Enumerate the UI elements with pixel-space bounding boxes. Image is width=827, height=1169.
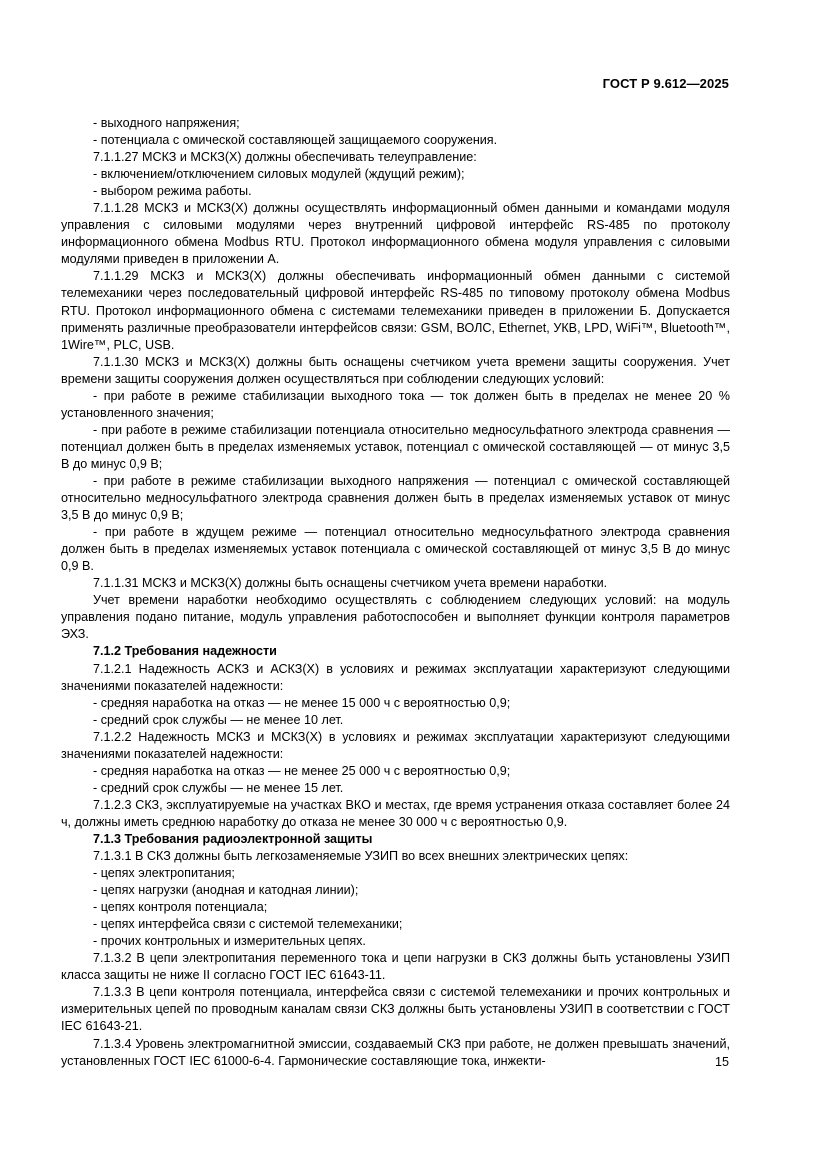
paragraph: - при работе в режиме стабилизации потенциала относительно медносульфатного электрода сравнения — потенциал должен быть в пределах изменяемых уставок, потенциал с омической составляющей — от минус 3,5 В до минус 0,9 В; [61, 422, 730, 471]
list-item: - цепях нагрузки (анодная и катодная линии); [93, 883, 359, 898]
paragraph: 7.1.3.3 В цепи контроля потенциала, интерфейса связи с системой телемеханики и прочих контрольных и измерительных цепей по проводным каналам связи СКЗ должны быть установлены УЗИП в соответствии с ГОСТ IEC 61643-21. [61, 985, 730, 1034]
list-item: - средний срок службы — не менее 10 лет. [93, 712, 344, 727]
paragraph: 7.1.1.28 МСКЗ и МСКЗ(Х) должны осуществлять информационный обмен данными и командами модуля управления с силовыми модулями через внутренний цифровой интерфейс RS-485 по протоколу информационного обмена Modbus RTU. Протокол информационного обмена модуля управления с силовыми модулями приведен в приложении А. [61, 201, 730, 267]
paragraph: 7.1.2.2 Надежность МСКЗ и МСКЗ(Х) в условиях и режимах эксплуатации характеризуют следующими значениями показателей надежности: [61, 729, 730, 761]
paragraph: - при работе в режиме стабилизации выходного напряжения — потенциал с омической составляющей относительно медносульфатного электрода сравнения должен быть в пределах изменяемых уставок от минус 3,5 В до минус 0,9 В; [61, 473, 730, 523]
paragraph: 7.1.3.1 В СКЗ должны быть легкозаменяемые УЗИП во всех внешних электрических цепях: [93, 849, 629, 864]
list-item: - цепях интерфейса связи с системой телемеханики; [93, 917, 403, 932]
list-item: - включением/отключением силовых модулей (ждущий режим); [93, 167, 465, 182]
list-item: - выбором режима работы. [93, 184, 252, 199]
list-item: - потенциала с омической составляющей защищаемого сооружения. [93, 133, 498, 148]
paragraph: Учет времени наработки необходимо осуществлять с соблюдением следующих условий: на модуль управления подано питание, модуль управления работоспособен и выполняет функции контроля параметров ЭХЗ. [61, 593, 730, 642]
paragraph: 7.1.1.30 МСКЗ и МСКЗ(Х) должны быть оснащены счетчиком учета времени защиты сооружения. Учет времени защиты сооружения должен осуществляться при соблюдении следующих условий: [61, 354, 730, 386]
paragraph: 7.1.1.27 МСКЗ и МСКЗ(Х) должны обеспечивать телеуправление: [93, 150, 477, 165]
list-item: - прочих контрольных и измерительных цепях. [93, 934, 366, 949]
paragraph: 7.1.3.2 В цепи электропитания переменного тока и цепи нагрузки в СКЗ должны быть установлены УЗИП класса защиты не ниже II согласно ГОСТ IEC 61643-11. [61, 951, 730, 983]
paragraph: 7.1.2.1 Надежность АСКЗ и АСКЗ(Х) в условиях и режимах эксплуатации характеризуют следующими значениями показателей надежности: [61, 661, 730, 693]
section-heading: 7.1.2 Требования надежности [93, 644, 277, 659]
list-item: - средний срок службы — не менее 15 лет. [93, 780, 344, 795]
paragraph: - при работе в ждущем режиме — потенциал относительно медносульфатного электрода сравнения должен быть в пределах изменяемых уставок потенциала с омической составляющей от минус 3,5 В до минус 0,9 В. [61, 525, 730, 574]
document-header: ГОСТ Р 9.612—2025 [602, 76, 729, 91]
paragraph: 7.1.3.4 Уровень электромагнитной эмиссии, создаваемый СКЗ при работе, не должен превышать значений, установленных ГОСТ IEC 61000-6-4. Гармонические составляющие тока, инжекти- [61, 1036, 730, 1068]
section-heading: 7.1.3 Требования радиоэлектронной защиты [93, 831, 373, 846]
page-number: 15 [714, 1055, 729, 1069]
list-item: - средняя наработка на отказ — не менее 25 000 ч с вероятностью 0,9; [93, 763, 511, 778]
paragraph: 7.1.2.3 СКЗ, эксплуатируемые на участках ВКО и местах, где время устранения отказа составляет более 24 ч, должны иметь среднюю наработку до отказа не менее 30 000 ч с вероятностью 0,9. [61, 797, 730, 829]
list-item: - средняя наработка на отказ — не менее 15 000 ч с вероятностью 0,9; [93, 695, 511, 710]
list-item: - выходного напряжения; [93, 116, 240, 130]
paragraph: 7.1.1.31 МСКЗ и МСКЗ(Х) должны быть оснащены счетчиком учета времени наработки. [93, 576, 608, 591]
document-body [61, 115, 730, 1070]
list-item: - цепях контроля потенциала; [93, 900, 268, 915]
paragraph: - при работе в режиме стабилизации выходного тока — ток должен быть в пределах не менее 20 % установленного значения; [61, 388, 730, 420]
list-item: - цепях электропитания; [93, 866, 235, 881]
paragraph: 7.1.1.29 МСКЗ и МСКЗ(Х) должны обеспечивать информационный обмен данными с системой телемеханики через последовательный цифровой интерфейс RS-485 по типовому протоколу обмена Modbus RTU. Протокол информационного обмена с системами телемеханики приведен в приложении Б. Допускается применять различные преобразователи интерфейсов связи: GSM, ВОЛС, Ethernet, УКВ, LPD, WiFi™, Bluetooth™, 1Wire™, PLC, USB. [61, 269, 730, 352]
